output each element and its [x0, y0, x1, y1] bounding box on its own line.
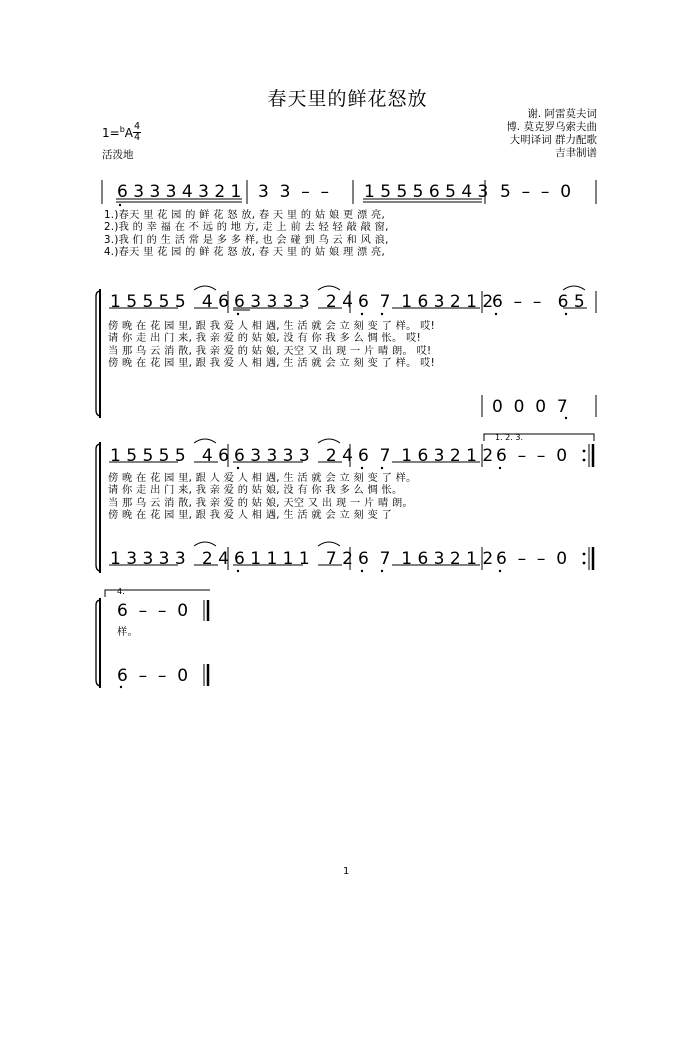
lyric-line: 傍 晚 在 花 园 里, 跟 我 爱 人 相 遇, 生 活 就 会 立 刻 变 了 样。 哎! — [108, 357, 435, 369]
lyric-line: 当 那 乌 云 消 散, 我 亲 爱 的 姑 娘, 天空 又 出 现 一 片 晴 朗。 哎! — [108, 345, 432, 357]
measure-notation: 6 – – 0 — [496, 446, 568, 466]
lyric-line: 傍 晚 在 花 园 里, 跟 我 爱 人 相 遇, 生 活 就 会 立 刻 变 了 样。 哎! — [108, 321, 435, 332]
measure-notation: 1 5 5 5 6 5 4 3 — [364, 182, 489, 202]
measure-notation: 6 – – 6 5 — [492, 292, 585, 312]
key-flat: b — [119, 125, 125, 134]
lyric-line: 傍 晚 在 花 园 里, 跟 我 爱 人 相 遇, 生 活 就 会 立 刻 变 了 — [108, 509, 393, 521]
time-signature-bottom: 4 — [133, 132, 141, 143]
measure-notation: 3 3 – – — [258, 182, 330, 202]
song-title: 春天里的鲜花怒放 — [267, 88, 428, 110]
measure-notation: 6 7 1 6 3 2 1 2 — [358, 292, 494, 312]
measure-notation: 6 3 3 3 4 3 2 1 — [117, 182, 242, 202]
measure-notation: 6 – – 0 — [117, 666, 189, 686]
credit-composer: 博. 莫克罗乌索夫曲 — [506, 121, 597, 133]
credit-lyricist: 谢. 阿雷莫夫词 — [527, 108, 597, 120]
lyric-line: 请 你 走 出 门 来, 我 亲 爱 的 姑 娘, 没 有 你 我 多 么 惆 怅。 — [108, 485, 403, 497]
credit-transcriber: 吉聿制谱 — [555, 147, 597, 159]
measure-notation: 6 3 3 3 3 2 4 — [234, 446, 353, 466]
key-prefix: 1= — [102, 126, 120, 140]
volta-ending-1: 1. 2. 3. — [495, 433, 523, 442]
measure-notation: 0 0 0 7 — [492, 397, 568, 417]
lyric-line: 2.)我 的 幸 福 在 不 远 的 地 方, 走 上 前 去 轻 轻 敲 敲 窗, — [104, 222, 389, 234]
measure-notation: 5 – – 0 — [500, 182, 572, 202]
page-number: 1 — [343, 866, 350, 877]
system-4-lyrics: 样。 — [117, 627, 138, 638]
measure-notation: 6 7 1 6 3 2 1 2 — [358, 549, 494, 569]
measure-notation: 1 5 5 5 5 4 6 — [110, 292, 229, 312]
measure-notation: 6 – – 0 — [496, 549, 568, 569]
lyric-line: 傍 晚 在 花 园 里, 跟 人 爱 人 相 遇, 生 活 就 会 立 刻 变 了 样。 — [108, 473, 417, 484]
measure-notation: 6 7 1 6 3 2 1 2 — [358, 446, 494, 466]
measure-notation: 6 1 1 1 1 7 2 — [234, 549, 353, 569]
measure-notation: 1 3 3 3 3 2 4 — [110, 549, 229, 569]
lyric-line: 3.)我 们 的 生 活 常 是 多 多 样, 也 会 碰 到 乌 云 和 风 浪, — [104, 234, 389, 246]
measure-notation: 6 3 3 3 3 2 4 — [234, 292, 353, 312]
lyric-line: 4.)春天 里 花 园 的 鲜 花 怒 放, 春 天 里 的 姑 娘 理 漂 亮, — [104, 246, 386, 258]
measure-notation: 1 5 5 5 5 4 6 — [110, 446, 229, 466]
key-letter: A — [124, 126, 133, 140]
time-signature-top: 4 — [133, 121, 141, 132]
volta-ending-2: 4. — [117, 587, 125, 596]
lyric-line: 当 那 乌 云 消 散, 我 亲 爱 的 姑 娘, 天空 又 出 现 一 片 晴 朗。 — [108, 497, 414, 509]
measure-notation: 6 – – 0 — [117, 601, 189, 621]
lyric-line: 请 你 走 出 门 来, 我 亲 爱 的 姑 娘, 没 有 你 我 多 么 惆 怅。 哎! — [108, 333, 421, 345]
lyric-line: 1.)春天 里 花 园 的 鲜 花 怒 放, 春 天 里 的 姑 娘 更 漂 亮, — [104, 210, 386, 221]
tempo-marking: 活泼地 — [102, 149, 134, 161]
credit-translator: 大明译词 群力配歌 — [509, 134, 597, 146]
